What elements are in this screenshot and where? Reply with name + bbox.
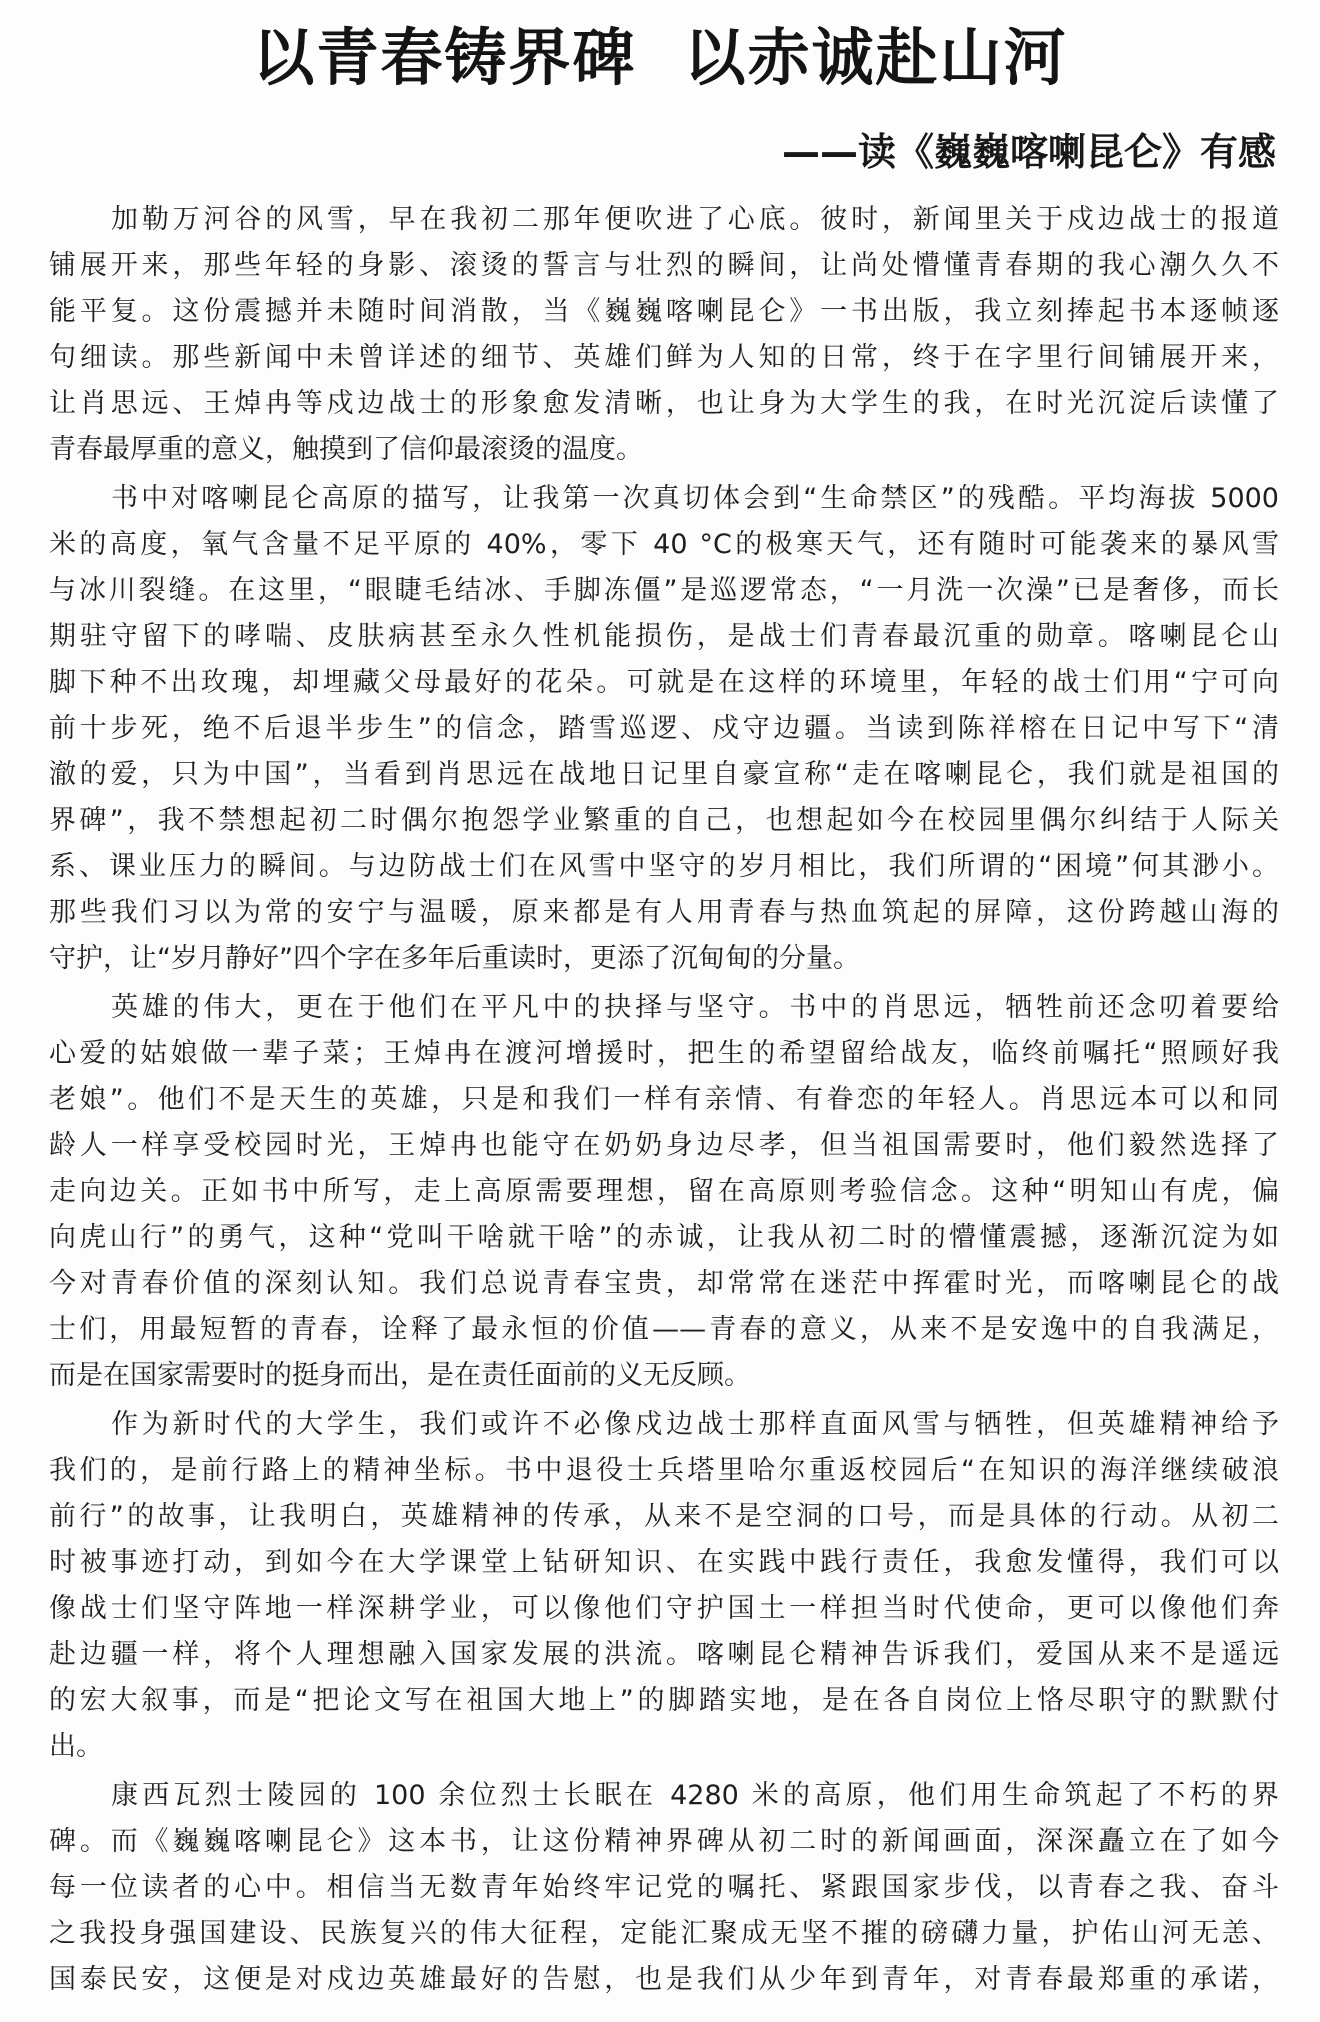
article-subtitle: ——读《巍巍喀喇昆仑》有感 (781, 130, 1276, 174)
text-line: 出。 (49, 1731, 103, 1762)
article-body (49, 197, 1279, 2006)
paragraph (49, 476, 1279, 982)
text-line: 每一位读者的心中。相信当无数青年始终牢记党的嘱托、紧跟国家步伐，以青春之我、奋斗 (49, 1872, 1279, 1903)
text-line: 龄人一样享受校园时光，王焯冉也能守在奶奶身边尽孝，但当祖国需要时，他们毅然选择了 (49, 1130, 1279, 1161)
text-line: 碑。而《巍巍喀喇昆仑》这本书，让这份精神界碑从初二时的新闻画面，深深矗立在了如今 (49, 1826, 1279, 1857)
text-line: 让肖思远、王焯冉等戍边战士的形象愈发清晰，也让身为大学生的我，在时光沉淀后读懂了 (49, 388, 1279, 419)
text-line: 今对青春价值的深刻认知。我们总说青春宝贵，却常常在迷茫中挥霍时光，而喀喇昆仑的战 (49, 1268, 1279, 1299)
text-line: 那些我们习以为常的安宁与温暖，原来都是有人用青春与热血筑起的屏障，这份跨越山海的 (49, 897, 1279, 928)
text-line: 书中对喀喇昆仑高原的描写，让我第一次真切体会到“生命禁区”的残酷。平均海拔 5000 (111, 483, 1279, 514)
text-line: 加勒万河谷的风雪，早在我初二那年便吹进了心底。彼时，新闻里关于戍边战士的报道 (111, 204, 1279, 235)
text-line: 米的高度，氧气含量不足平原的 40%，零下 40 °C的极寒天气，还有随时可能袭来的暴风雪 (49, 529, 1279, 560)
text-line: 像战士们坚守阵地一样深耕学业，可以像他们守护国土一样担当时代使命，更可以像他们奔 (49, 1593, 1279, 1624)
text-line: 我们的，是前行路上的精神坐标。书中退役士兵塔里哈尔重返校园后“在知识的海洋继续破浪 (49, 1455, 1279, 1486)
paragraph (49, 1402, 1279, 1770)
text-line: 士们，用最短暂的青春，诠释了最永恒的价值——青春的意义，从来不是安逸中的自我满足， (49, 1314, 1279, 1345)
text-line: 之我投身强国建设、民族复兴的伟大征程，定能汇聚成无坚不摧的磅礴力量，护佑山河无恙、 (49, 1918, 1279, 1949)
text-line: 而是在国家需要时的挺身而出，是在责任面前的义无反顾。 (49, 1360, 751, 1391)
text-line: 国泰民安，这便是对戍边英雄最好的告慰，也是我们从少年到青年，对青春最郑重的承诺， (49, 1964, 1279, 1995)
text-line: 期驻守留下的哮喘、皮肤病甚至永久性机能损伤，是战士们青春最沉重的勋章。喀喇昆仑山 (49, 621, 1279, 652)
text-line: 心爱的姑娘做一辈子菜；王焯冉在渡河增援时，把生的希望留给战友，临终前嘱托“照顾好我 (49, 1038, 1279, 1069)
text-line: 句细读。那些新闻中未曾详述的细节、英雄们鲜为人知的日常，终于在字里行间铺展开来， (49, 342, 1279, 373)
text-line: 青春最厚重的意义，触摸到了信仰最滚烫的温度。 (49, 434, 643, 465)
text-line: 走向边关。正如书中所写，走上高原需要理想，留在高原则考验信念。这种“明知山有虎，偏 (49, 1176, 1279, 1207)
text-line: 与冰川裂缝。在这里，“眼睫毛结冰、手脚冻僵”是巡逻常态，“一月洗一次澡”已是奢侈，而长 (49, 575, 1279, 606)
text-line: 赴边疆一样，将个人理想融入国家发展的洪流。喀喇昆仑精神告诉我们，爱国从来不是遥远 (49, 1639, 1279, 1670)
text-line: 向虎山行”的勇气，这种“党叫干啥就干啥”的赤诚，让我从初二时的懵懂震撼，逐渐沉淀为如 (49, 1222, 1279, 1253)
text-line: 康西瓦烈士陵园的 100 余位烈士长眠在 4280 米的高原，他们用生命筑起了不朽的界 (111, 1780, 1279, 1811)
text-line: 能平复。这份震撼并未随时间消散，当《巍巍喀喇昆仑》一书出版，我立刻捧起书本逐帧逐 (49, 296, 1279, 327)
text-line: 界碑”，我不禁想起初二时偶尔抱怨学业繁重的自己，也想起如今在校园里偶尔纠结于人际关 (49, 805, 1279, 836)
paragraph (49, 197, 1279, 473)
text-line: 的宏大叙事，而是“把论文写在祖国大地上”的脚踏实地，是在各自岗位上恪尽职守的默默付 (49, 1685, 1279, 1716)
text-line: 前十步死，绝不后退半步生”的信念，踏雪巡逻、戍守边疆。当读到陈祥榕在日记中写下“清 (49, 713, 1279, 744)
text-line: 守护，让“岁月静好”四个字在多年后重读时，更添了沉甸甸的分量。 (49, 943, 860, 974)
text-line: 铺展开来，那些年轻的身影、滚烫的誓言与壮烈的瞬间，让尚处懵懂青春期的我心潮久久不 (49, 250, 1279, 281)
paragraph (49, 1773, 1279, 2003)
text-line: 澈的爱，只为中国”，当看到肖思远在战地日记里自豪宣称“走在喀喇昆仑，我们就是祖国的 (49, 759, 1279, 790)
text-line: 前行”的故事，让我明白，英雄精神的传承，从来不是空洞的口号，而是具体的行动。从初二 (49, 1501, 1279, 1532)
text-line: 老娘”。他们不是天生的英雄，只是和我们一样有亲情、有眷恋的年轻人。肖思远本可以和同 (49, 1084, 1279, 1115)
paragraph (49, 985, 1279, 1399)
text-line: 英雄的伟大，更在于他们在平凡中的抉择与坚守。书中的肖思远，牺牲前还念叨着要给 (111, 992, 1279, 1023)
text-line: 脚下种不出玫瑰，却埋藏父母最好的花朵。可就是在这样的环境里，年轻的战士们用“宁可向 (49, 667, 1279, 698)
article-title: 以青春铸界碑 以赤诚赴山河 (252, 21, 1068, 94)
text-line: 系、课业压力的瞬间。与边防战士们在风雪中坚守的岁月相比，我们所谓的“困境”何其渺小。 (49, 851, 1279, 882)
text-line: 作为新时代的大学生，我们或许不必像戍边战士那样直面风雪与牺牲，但英雄精神给予 (111, 1409, 1279, 1440)
text-line: 时被事迹打动，到如今在大学课堂上钻研知识、在实践中践行责任，我愈发懂得，我们可以 (49, 1547, 1279, 1578)
